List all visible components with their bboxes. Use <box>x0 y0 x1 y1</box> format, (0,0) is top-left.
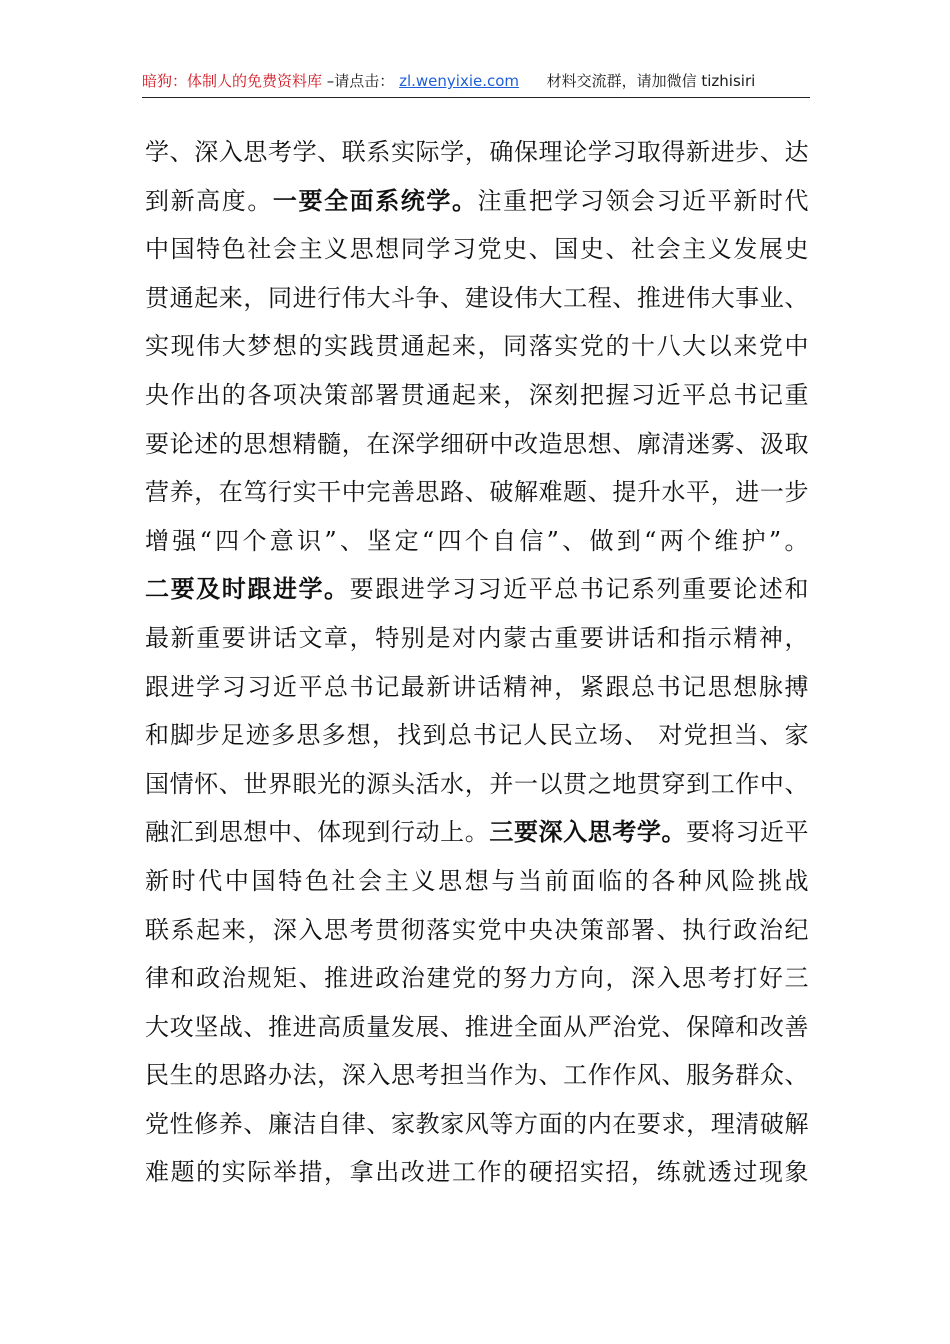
header-link[interactable]: zl.wenyixie.com <box>399 72 520 90</box>
text-line <box>145 128 809 177</box>
text-line <box>145 517 809 566</box>
text-run: 注重把学习领会习近平新时代 <box>477 186 809 215</box>
text-run: 要将习近平 <box>686 818 809 847</box>
header-divider <box>142 97 810 98</box>
text-run: 中国特色社会主义思想同学习党史、国史、社会主义发展史 <box>145 235 809 264</box>
bold-heading: 一要全面系统学。 <box>272 186 478 215</box>
text-line <box>145 322 809 371</box>
text-run: 国情怀、世界眼光的源头活水，并一以贯之地贯穿到工作中、 <box>145 769 809 798</box>
text-run: 贯通起来，同进行伟大斗争、建设伟大工程、推进伟大事业、 <box>145 283 809 312</box>
text-line <box>145 468 809 517</box>
text-run: 央作出的各项决策部署贯通起来，深刻把握习近平总书记重 <box>145 380 809 409</box>
header-prompt: –请点击： <box>326 72 395 90</box>
document-body <box>145 128 809 1197</box>
header-note: 材料交流群，请加微信 tizhisiri <box>546 72 756 90</box>
text-run: 到新高度。 <box>145 186 273 215</box>
text-run: 联系起来，深入思考贯彻落实党中央决策部署、执行政治纪 <box>145 915 809 944</box>
text-line <box>145 1051 809 1100</box>
text-run: 最新重要讲话文章，特别是对内蒙古重要讲话和指示精神， <box>145 623 809 652</box>
text-line <box>145 225 809 274</box>
text-run: 融汇到思想中、体现到行动上。 <box>145 818 490 847</box>
text-run: 难题的实际举措，拿出改进工作的硬招实招，练就透过现象 <box>145 1158 809 1187</box>
bold-heading: 三要深入思考学。 <box>489 818 687 847</box>
text-line <box>145 1003 809 1052</box>
text-run: 要跟进学习习近平总书记系列重要论述和 <box>349 575 809 604</box>
text-line <box>145 614 809 663</box>
text-line <box>145 760 809 809</box>
text-run: 律和政治规矩、推进政治建党的努力方向，深入思考打好三 <box>145 964 809 993</box>
page-header <box>142 70 810 96</box>
bold-heading: 二要及时跟进学。 <box>145 575 350 604</box>
text-line <box>145 565 809 614</box>
text-run: 增强“四个意识”、坚定“四个自信”、做到“两个维护”。 <box>145 526 809 555</box>
text-run: 要论述的思想精髓，在深学细研中改造思想、廓清迷雾、汲取 <box>145 429 809 458</box>
text-line <box>145 663 809 712</box>
text-line <box>145 371 809 420</box>
text-run: 新时代中国特色社会主义思想与当前面临的各种风险挑战 <box>145 866 809 895</box>
header-brand: 暗狗：体制人的免费资料库 <box>142 72 323 90</box>
text-run: 民生的思路办法，深入思考担当作为、工作作风、服务群众、 <box>145 1061 809 1090</box>
text-run: 学、深入思考学、联系实际学，确保理论学习取得新进步、达 <box>145 138 809 166</box>
text-line <box>145 177 809 226</box>
text-line <box>145 1100 809 1149</box>
text-line <box>145 808 809 857</box>
text-run: 实现伟大梦想的实践贯通起来，同落实党的十八大以来党中 <box>145 332 809 361</box>
text-line <box>145 954 809 1003</box>
text-run: 和脚步足迹多思多想，找到总书记人民立场、 对党担当、家 <box>145 721 809 750</box>
text-line <box>145 274 809 323</box>
text-line <box>145 857 809 906</box>
text-line <box>145 711 809 760</box>
text-run: 营养，在笃行实干中完善思路、破解难题、提升水平，进一步 <box>145 478 809 507</box>
text-run: 大攻坚战、推进高质量发展、推进全面从严治党、保障和改善 <box>145 1012 809 1041</box>
text-line <box>145 1148 809 1197</box>
text-run: 跟进学习习近平总书记最新讲话精神，紧跟总书记思想脉搏 <box>145 672 809 701</box>
text-line <box>145 420 809 469</box>
text-run: 党性修养、廉洁自律、家教家风等方面的内在要求，理清破解 <box>145 1109 809 1138</box>
text-line <box>145 906 809 955</box>
